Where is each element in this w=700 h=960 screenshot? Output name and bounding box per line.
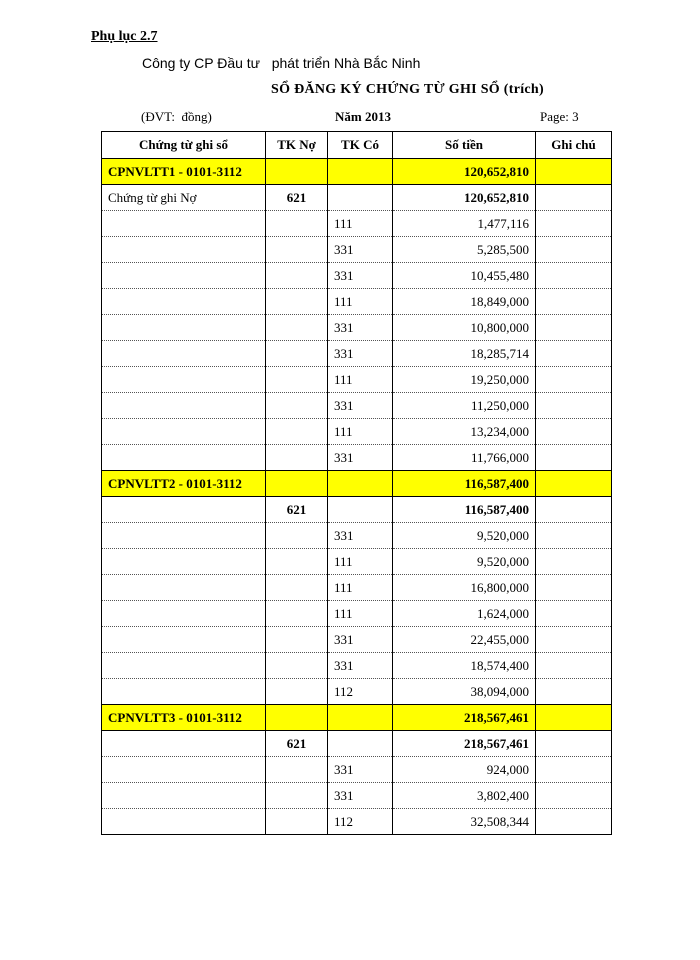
- note-cell: [536, 783, 612, 809]
- note-cell: [536, 237, 612, 263]
- amount-cell: 22,455,000: [393, 627, 536, 653]
- credit-account-cell: 111: [328, 367, 393, 393]
- total-row: [102, 497, 612, 523]
- note-cell: [536, 315, 612, 341]
- debit-account-cell: [266, 159, 328, 185]
- amount-cell: 18,574,400: [393, 653, 536, 679]
- debit-account-cell: [266, 211, 328, 237]
- table-row: [102, 783, 612, 809]
- amount-cell: 38,094,000: [393, 679, 536, 705]
- credit-account-cell: 331: [328, 757, 393, 783]
- credit-account-cell: 331: [328, 445, 393, 471]
- note-cell: [536, 263, 612, 289]
- debit-account-cell: [266, 393, 328, 419]
- table-row: [102, 367, 612, 393]
- document-title: SỔ ĐĂNG KÝ CHỨNG TỪ GHI SỔ (trích): [271, 82, 544, 97]
- credit-account-cell: [328, 497, 393, 523]
- debit-account-cell: [266, 809, 328, 835]
- column-header-debit-account: TK Nợ: [266, 132, 328, 159]
- credit-account-cell: 111: [328, 211, 393, 237]
- amount-cell: 120,652,810: [393, 159, 536, 185]
- note-cell: [536, 341, 612, 367]
- credit-account-cell: [328, 731, 393, 757]
- voucher-register-table: [101, 131, 612, 835]
- amount-cell: 9,520,000: [393, 549, 536, 575]
- note-cell: [536, 809, 612, 835]
- debit-account-cell: [266, 367, 328, 393]
- credit-account-cell: 331: [328, 653, 393, 679]
- amount-cell: 32,508,344: [393, 809, 536, 835]
- amount-cell: 11,766,000: [393, 445, 536, 471]
- note-cell: [536, 601, 612, 627]
- note-cell: [536, 211, 612, 237]
- debit-account-cell: [266, 263, 328, 289]
- column-header-note: Ghi chú: [536, 132, 612, 159]
- voucher-cell: CPNVLTT3 - 0101-3112: [102, 705, 266, 731]
- table-row: [102, 601, 612, 627]
- note-cell: [536, 159, 612, 185]
- voucher-cell: [102, 211, 266, 237]
- table-row: [102, 575, 612, 601]
- credit-account-cell: [328, 705, 393, 731]
- report-year: Năm 2013: [335, 109, 391, 124]
- voucher-cell: [102, 653, 266, 679]
- voucher-cell: [102, 393, 266, 419]
- debit-account-cell: [266, 575, 328, 601]
- amount-cell: 9,520,000: [393, 523, 536, 549]
- credit-account-cell: 331: [328, 263, 393, 289]
- table-row: [102, 263, 612, 289]
- table-row: [102, 211, 612, 237]
- table-row: [102, 393, 612, 419]
- voucher-cell: [102, 289, 266, 315]
- table-row: [102, 523, 612, 549]
- note-cell: [536, 549, 612, 575]
- credit-account-cell: [328, 185, 393, 211]
- voucher-cell: [102, 601, 266, 627]
- credit-account-cell: 112: [328, 679, 393, 705]
- voucher-cell: [102, 549, 266, 575]
- table-row: [102, 237, 612, 263]
- note-cell: [536, 627, 612, 653]
- total-row: [102, 185, 612, 211]
- table-row: [102, 679, 612, 705]
- note-cell: [536, 367, 612, 393]
- credit-account-cell: 331: [328, 315, 393, 341]
- amount-cell: 19,250,000: [393, 367, 536, 393]
- debit-account-cell: [266, 445, 328, 471]
- table-row: [102, 315, 612, 341]
- note-cell: [536, 445, 612, 471]
- note-cell: [536, 679, 612, 705]
- column-header-credit-account: TK Có: [328, 132, 393, 159]
- amount-cell: 924,000: [393, 757, 536, 783]
- table-row: [102, 289, 612, 315]
- currency-unit: (ĐVT: đồng): [141, 109, 212, 124]
- credit-account-cell: 331: [328, 393, 393, 419]
- credit-account-cell: 111: [328, 601, 393, 627]
- debit-account-cell: [266, 757, 328, 783]
- voucher-cell: [102, 757, 266, 783]
- amount-cell: 13,234,000: [393, 419, 536, 445]
- amount-cell: 1,477,116: [393, 211, 536, 237]
- debit-account-cell: [266, 601, 328, 627]
- voucher-row: [102, 159, 612, 185]
- note-cell: [536, 575, 612, 601]
- credit-account-cell: 331: [328, 341, 393, 367]
- voucher-cell: [102, 263, 266, 289]
- voucher-cell: Chứng từ ghi Nợ: [102, 185, 266, 211]
- note-cell: [536, 653, 612, 679]
- voucher-cell: CPNVLTT2 - 0101-3112: [102, 471, 266, 497]
- amount-cell: 3,802,400: [393, 783, 536, 809]
- column-header-voucher: Chứng từ ghi sổ: [102, 132, 266, 159]
- amount-cell: 16,800,000: [393, 575, 536, 601]
- voucher-cell: [102, 783, 266, 809]
- credit-account-cell: 112: [328, 809, 393, 835]
- debit-account-cell: 621: [266, 731, 328, 757]
- appendix-label: Phụ lục 2.7: [91, 29, 158, 44]
- credit-account-cell: 111: [328, 575, 393, 601]
- note-cell: [536, 185, 612, 211]
- debit-account-cell: [266, 679, 328, 705]
- amount-cell: 218,567,461: [393, 731, 536, 757]
- credit-account-cell: 111: [328, 289, 393, 315]
- voucher-cell: [102, 731, 266, 757]
- voucher-row: [102, 705, 612, 731]
- debit-account-cell: [266, 237, 328, 263]
- voucher-cell: [102, 497, 266, 523]
- amount-cell: 116,587,400: [393, 471, 536, 497]
- voucher-cell: [102, 315, 266, 341]
- table-row: [102, 419, 612, 445]
- table-row: [102, 627, 612, 653]
- voucher-cell: CPNVLTT1 - 0101-3112: [102, 159, 266, 185]
- table-row: [102, 445, 612, 471]
- credit-account-cell: 111: [328, 419, 393, 445]
- table-row: [102, 549, 612, 575]
- voucher-cell: [102, 627, 266, 653]
- note-cell: [536, 731, 612, 757]
- total-row: [102, 731, 612, 757]
- debit-account-cell: [266, 315, 328, 341]
- amount-cell: 18,285,714: [393, 341, 536, 367]
- debit-account-cell: 621: [266, 497, 328, 523]
- debit-account-cell: 621: [266, 185, 328, 211]
- voucher-row: [102, 471, 612, 497]
- page-number: Page: 3: [540, 109, 579, 124]
- debit-account-cell: [266, 783, 328, 809]
- debit-account-cell: [266, 549, 328, 575]
- amount-cell: 10,455,480: [393, 263, 536, 289]
- voucher-cell: [102, 809, 266, 835]
- table-row: [102, 757, 612, 783]
- table-row: [102, 809, 612, 835]
- debit-account-cell: [266, 341, 328, 367]
- amount-cell: 1,624,000: [393, 601, 536, 627]
- voucher-cell: [102, 341, 266, 367]
- note-cell: [536, 419, 612, 445]
- table-row: [102, 341, 612, 367]
- company-name: Công ty CP Đầu tư phát triển Nhà Bắc Ninh: [142, 55, 421, 71]
- note-cell: [536, 393, 612, 419]
- credit-account-cell: 331: [328, 783, 393, 809]
- debit-account-cell: [266, 705, 328, 731]
- amount-cell: 120,652,810: [393, 185, 536, 211]
- debit-account-cell: [266, 627, 328, 653]
- debit-account-cell: [266, 523, 328, 549]
- amount-cell: 116,587,400: [393, 497, 536, 523]
- voucher-cell: [102, 679, 266, 705]
- credit-account-cell: 331: [328, 237, 393, 263]
- voucher-cell: [102, 367, 266, 393]
- note-cell: [536, 497, 612, 523]
- voucher-cell: [102, 419, 266, 445]
- note-cell: [536, 523, 612, 549]
- note-cell: [536, 757, 612, 783]
- credit-account-cell: [328, 471, 393, 497]
- credit-account-cell: 111: [328, 549, 393, 575]
- credit-account-cell: [328, 159, 393, 185]
- note-cell: [536, 289, 612, 315]
- voucher-cell: [102, 237, 266, 263]
- debit-account-cell: [266, 419, 328, 445]
- amount-cell: 18,849,000: [393, 289, 536, 315]
- amount-cell: 5,285,500: [393, 237, 536, 263]
- voucher-cell: [102, 445, 266, 471]
- debit-account-cell: [266, 653, 328, 679]
- note-cell: [536, 471, 612, 497]
- amount-cell: 218,567,461: [393, 705, 536, 731]
- debit-account-cell: [266, 289, 328, 315]
- credit-account-cell: 331: [328, 627, 393, 653]
- debit-account-cell: [266, 471, 328, 497]
- credit-account-cell: 331: [328, 523, 393, 549]
- voucher-cell: [102, 575, 266, 601]
- note-cell: [536, 705, 612, 731]
- table-header-row: [102, 132, 612, 159]
- amount-cell: 10,800,000: [393, 315, 536, 341]
- table-row: [102, 653, 612, 679]
- table-body: [102, 159, 612, 835]
- column-header-amount: Số tiền: [393, 132, 536, 159]
- voucher-cell: [102, 523, 266, 549]
- amount-cell: 11,250,000: [393, 393, 536, 419]
